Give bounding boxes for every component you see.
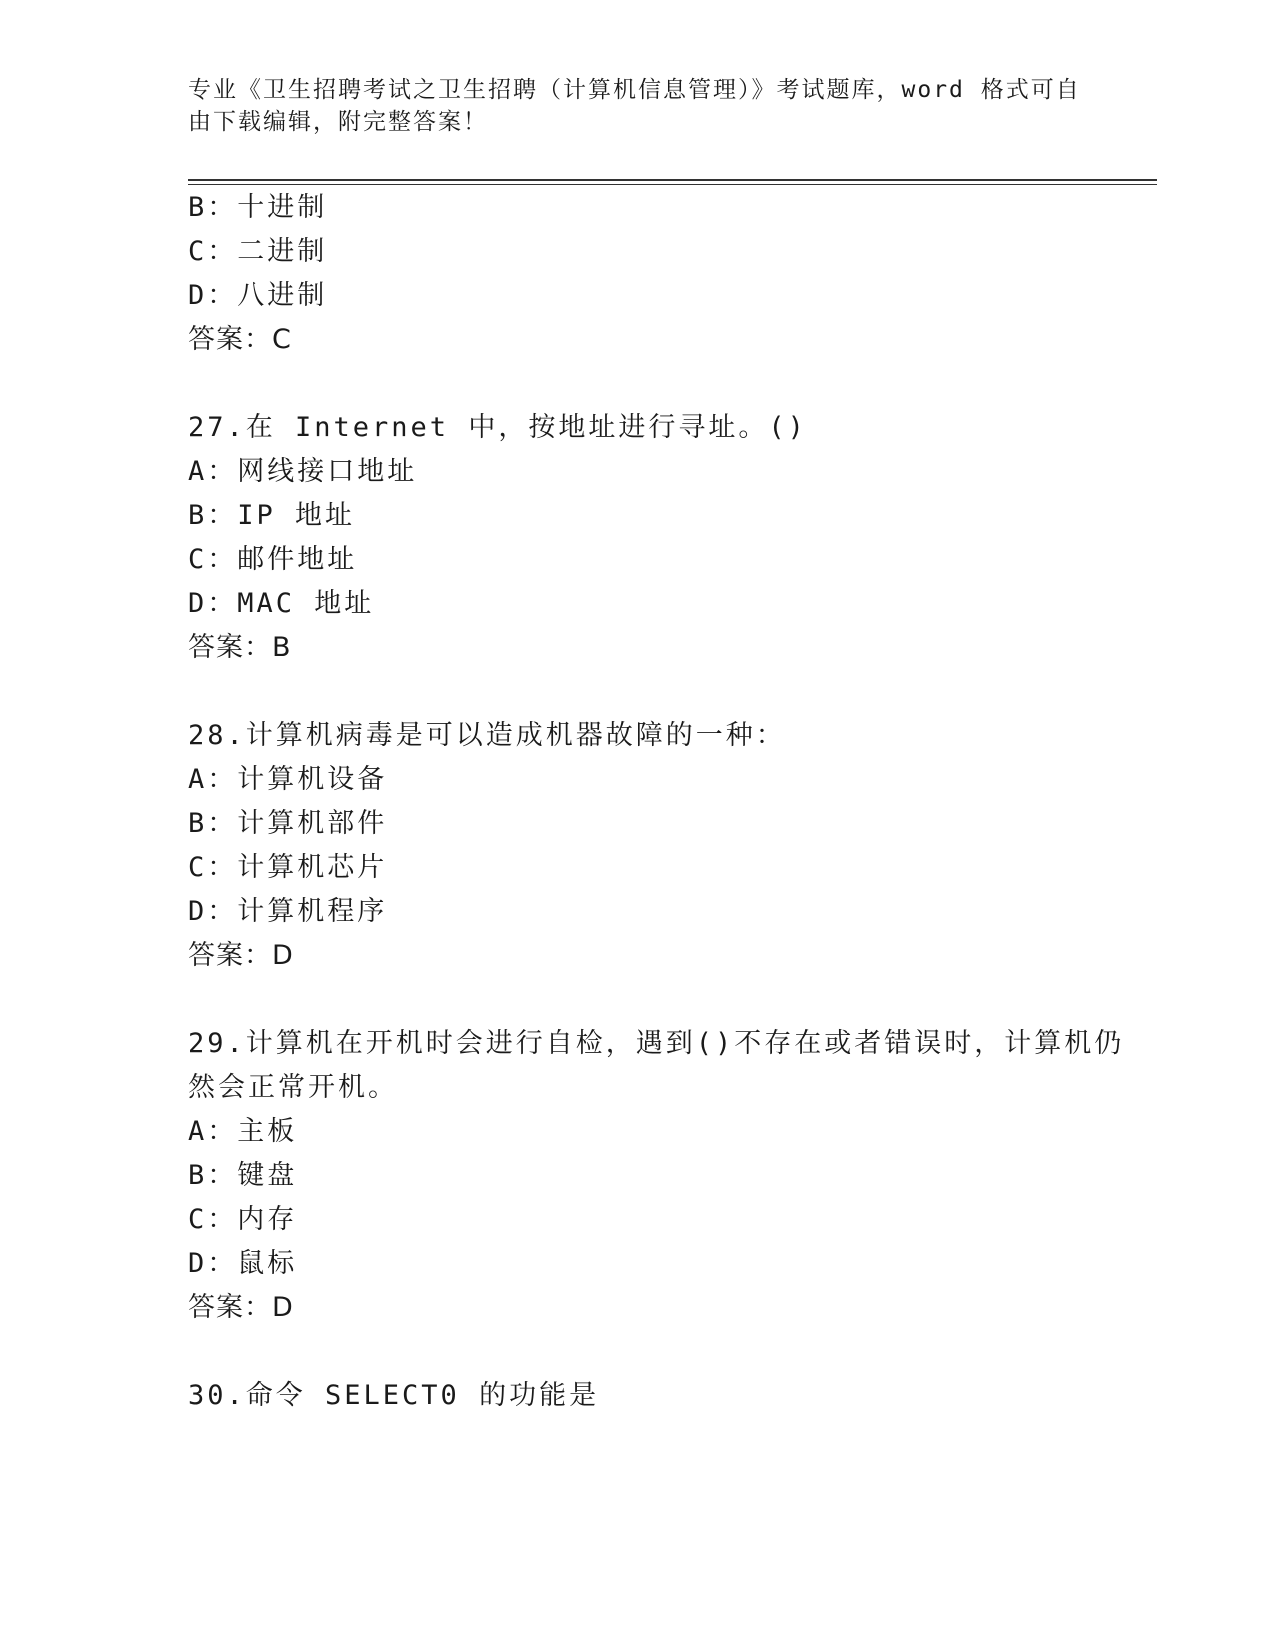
question-28-stem: 28.计算机病毒是可以造成机器故障的一种： bbox=[188, 720, 786, 751]
option-d: D：八进制 bbox=[188, 280, 328, 311]
q29-option-d: D：鼠标 bbox=[188, 1248, 298, 1279]
q28-option-b: B：计算机部件 bbox=[188, 808, 388, 839]
header-divider-thick bbox=[188, 179, 1157, 181]
header-divider-thin bbox=[188, 184, 1157, 185]
q27-answer: 答案：B bbox=[188, 632, 292, 663]
answer-line: 答案：C bbox=[188, 324, 292, 355]
q29-option-c: C：内存 bbox=[188, 1204, 298, 1235]
option-b: B：十进制 bbox=[188, 192, 328, 223]
q28-option-a: A：计算机设备 bbox=[188, 764, 388, 795]
q29-option-a: A：主板 bbox=[188, 1116, 298, 1147]
option-c: C：二进制 bbox=[188, 236, 328, 267]
header-line-2: 由下载编辑，附完整答案！ bbox=[188, 109, 488, 135]
question-29-stem-line-1: 29.计算机在开机时会进行自检，遇到()不存在或者错误时，计算机仍 bbox=[188, 1028, 1125, 1059]
question-30-stem: 30.命令 SELECT0 的功能是 bbox=[188, 1380, 600, 1411]
q28-option-c: C：计算机芯片 bbox=[188, 852, 388, 883]
header-line-1: 专业《卫生招聘考试之卫生招聘（计算机信息管理）》考试题库，word 格式可自 bbox=[188, 77, 1081, 103]
q27-option-a: A：网线接口地址 bbox=[188, 456, 418, 487]
q28-answer: 答案：D bbox=[188, 940, 294, 971]
q29-answer: 答案：D bbox=[188, 1292, 294, 1323]
document-header bbox=[188, 74, 1088, 138]
q28-option-d: D：计算机程序 bbox=[188, 896, 388, 927]
question-29-stem-line-2: 然会正常开机。 bbox=[188, 1072, 398, 1103]
q27-option-b: B：IP 地址 bbox=[188, 500, 356, 531]
question-27-stem: 27.在 Internet 中，按地址进行寻址。() bbox=[188, 412, 807, 443]
q29-option-b: B：键盘 bbox=[188, 1160, 298, 1191]
q27-option-d: D：MAC 地址 bbox=[188, 588, 375, 619]
q27-option-c: C：邮件地址 bbox=[188, 544, 358, 575]
